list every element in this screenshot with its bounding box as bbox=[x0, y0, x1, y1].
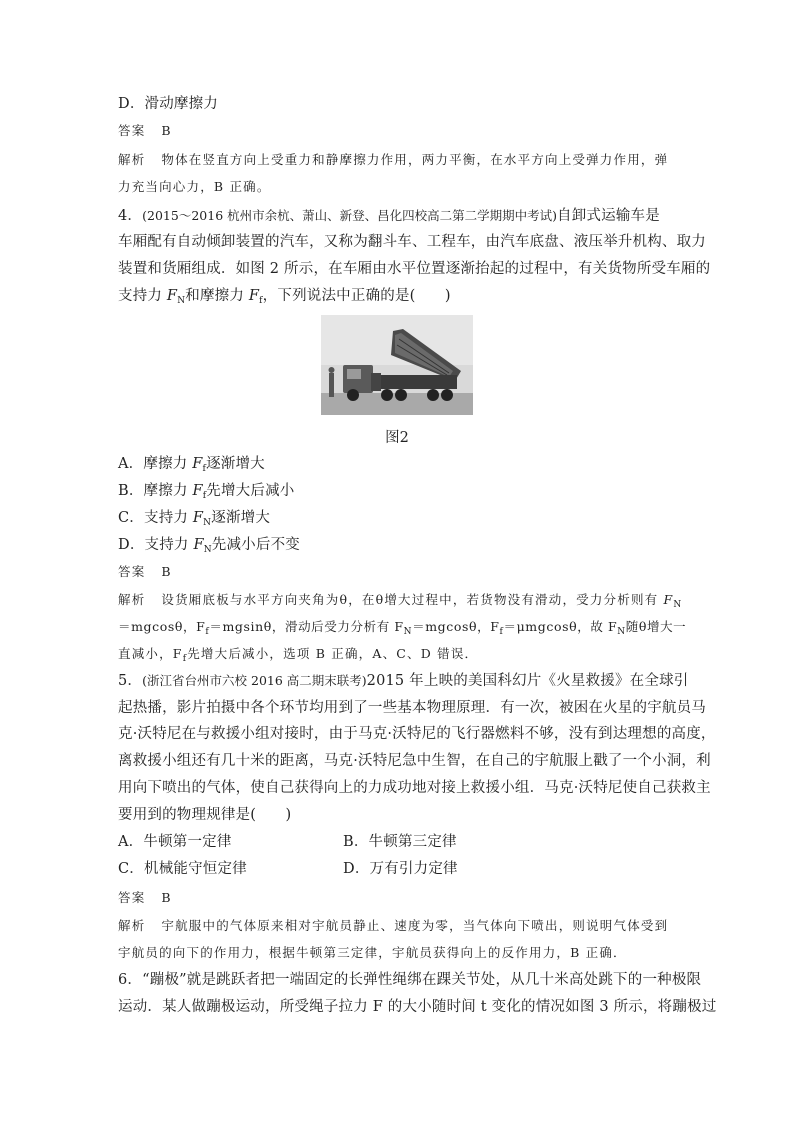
explanation-label: 解析 bbox=[118, 592, 146, 607]
option-b: B．牛顿第三定律 bbox=[343, 834, 457, 850]
options-row bbox=[118, 832, 232, 852]
option-b: B．摩擦力 $F_f$先增大后减小 bbox=[118, 483, 295, 501]
question-5-stem: 用向下喷出的气体，使自己获得向上的力成功地对接上救援小组．马克·沃特尼使自己获救主 bbox=[118, 780, 711, 796]
answer-label: 答案 bbox=[118, 123, 146, 138]
option-d: D．滑动摩擦力 bbox=[118, 96, 219, 112]
explanation-label: 解析 bbox=[118, 918, 146, 933]
option-d: D．支持力 $F_N$先减小后不变 bbox=[118, 537, 300, 555]
answer-line bbox=[118, 562, 172, 582]
explanation-line: 解析 设货厢底板与水平方向夹角为θ，在θ增大过程中，若货物没有滑动，受力分析则有 $F_N$ bbox=[118, 592, 683, 610]
question-source: (浙江省台州市六校 2016 高二期末联考) bbox=[142, 673, 367, 688]
explanation-line: 解析 宇航服中的气体原来相对宇航员静止、速度为零，当气体向下喷出，则说明气体受到 bbox=[118, 918, 669, 933]
explanation-line: 宇航员的向下的作用力，根据牛顿第三定律，宇航员获得向上的反作用力，B 正确． bbox=[118, 945, 627, 960]
question-5-stem: 离救援小组还有几十米的距离，马克·沃特尼急中生智，在自己的宇航服上戳了一个小洞，利 bbox=[118, 753, 711, 769]
option-a: A．牛顿第一定律 bbox=[118, 834, 232, 850]
answer-value: B bbox=[161, 564, 172, 579]
question-6-stem: 运动．某人做蹦极运动，所受绳子拉力 F 的大小随时间 t 变化的情况如图 3 所示，将蹦极过 bbox=[118, 999, 717, 1015]
explanation-line: 解析 物体在竖直方向上受重力和静摩擦力作用，两力平衡，在水平方向上受弹力作用，弹 bbox=[118, 152, 669, 167]
question-4-stem: 装置和货厢组成．如图 2 所示，在车厢由水平位置逐渐抬起的过程中，有关货物所受车厢的 bbox=[118, 261, 711, 277]
question-source: (2015～2016 杭州市余杭、萧山、新登、昌化四校高二第二学期期中考试) bbox=[142, 208, 557, 223]
question-4-stem: 4．(2015～2016 杭州市余杭、萧山、新登、昌化四校高二第二学期期中考试)自卸式运输车是 bbox=[118, 208, 660, 224]
question-5-stem: 起热播，影片拍摄中各个环节均用到了一些基本物理原理．有一次，被困在火星的宇航员马 bbox=[118, 700, 706, 716]
dump-truck-photo bbox=[321, 315, 473, 415]
question-4-stem: 支持力 $F_N$和摩擦力 $F_f$，下列说法中正确的是( ) bbox=[118, 288, 451, 306]
option-d: D．万有引力定律 bbox=[343, 861, 458, 877]
explanation-line: 直减小，$F_f$先增大后减小，选项 B 正确，A、C、D 错误． bbox=[118, 646, 479, 664]
question-5-stem: 克·沃特尼在与救援小组对接时，由于马克·沃特尼的飞行器燃料不够，没有到达理想的高度， bbox=[118, 726, 716, 742]
answer-line bbox=[118, 121, 172, 141]
explanation-label: 解析 bbox=[118, 152, 146, 167]
answer-value: B bbox=[161, 890, 172, 905]
option-c: C．支持力 $F_N$逐渐增大 bbox=[118, 510, 271, 528]
figure-caption: 图2 bbox=[385, 430, 409, 446]
question-4-stem: 车厢配有自动倾卸装置的汽车，又称为翻斗车、工程车，由汽车底盘、液压举升机构、取力 bbox=[118, 234, 706, 250]
question-5-stem: 5．(浙江省台州市六校 2016 高二期末联考)2015 年上映的美国科幻片《火星救援》在全球引 bbox=[118, 673, 689, 689]
question-5-stem: 要用到的物理规律是( ) bbox=[118, 807, 292, 823]
answer-value: B bbox=[161, 123, 172, 138]
answer-line bbox=[118, 888, 172, 908]
option-a: A．摩擦力 $F_f$逐渐增大 bbox=[118, 456, 265, 474]
answer-label: 答案 bbox=[118, 890, 146, 905]
explanation-line: 力充当向心力，B 正确。 bbox=[118, 179, 271, 194]
question-6-stem: 6．“蹦极”就是跳跃者把一端固定的长弹性绳绑在踝关节处，从几十米高处跳下的一种极限 bbox=[118, 972, 702, 988]
option-c: C．机械能守恒定律 bbox=[118, 861, 247, 877]
explanation-line: ＝mgcosθ，$F_f=mgsin\theta$，滑动后受力分析有 $F_N=mgcos\theta$，$F_f=\mu mgcos\theta$，故 $F_N$随θ增大一 bbox=[118, 619, 687, 637]
answer-label: 答案 bbox=[118, 564, 146, 579]
